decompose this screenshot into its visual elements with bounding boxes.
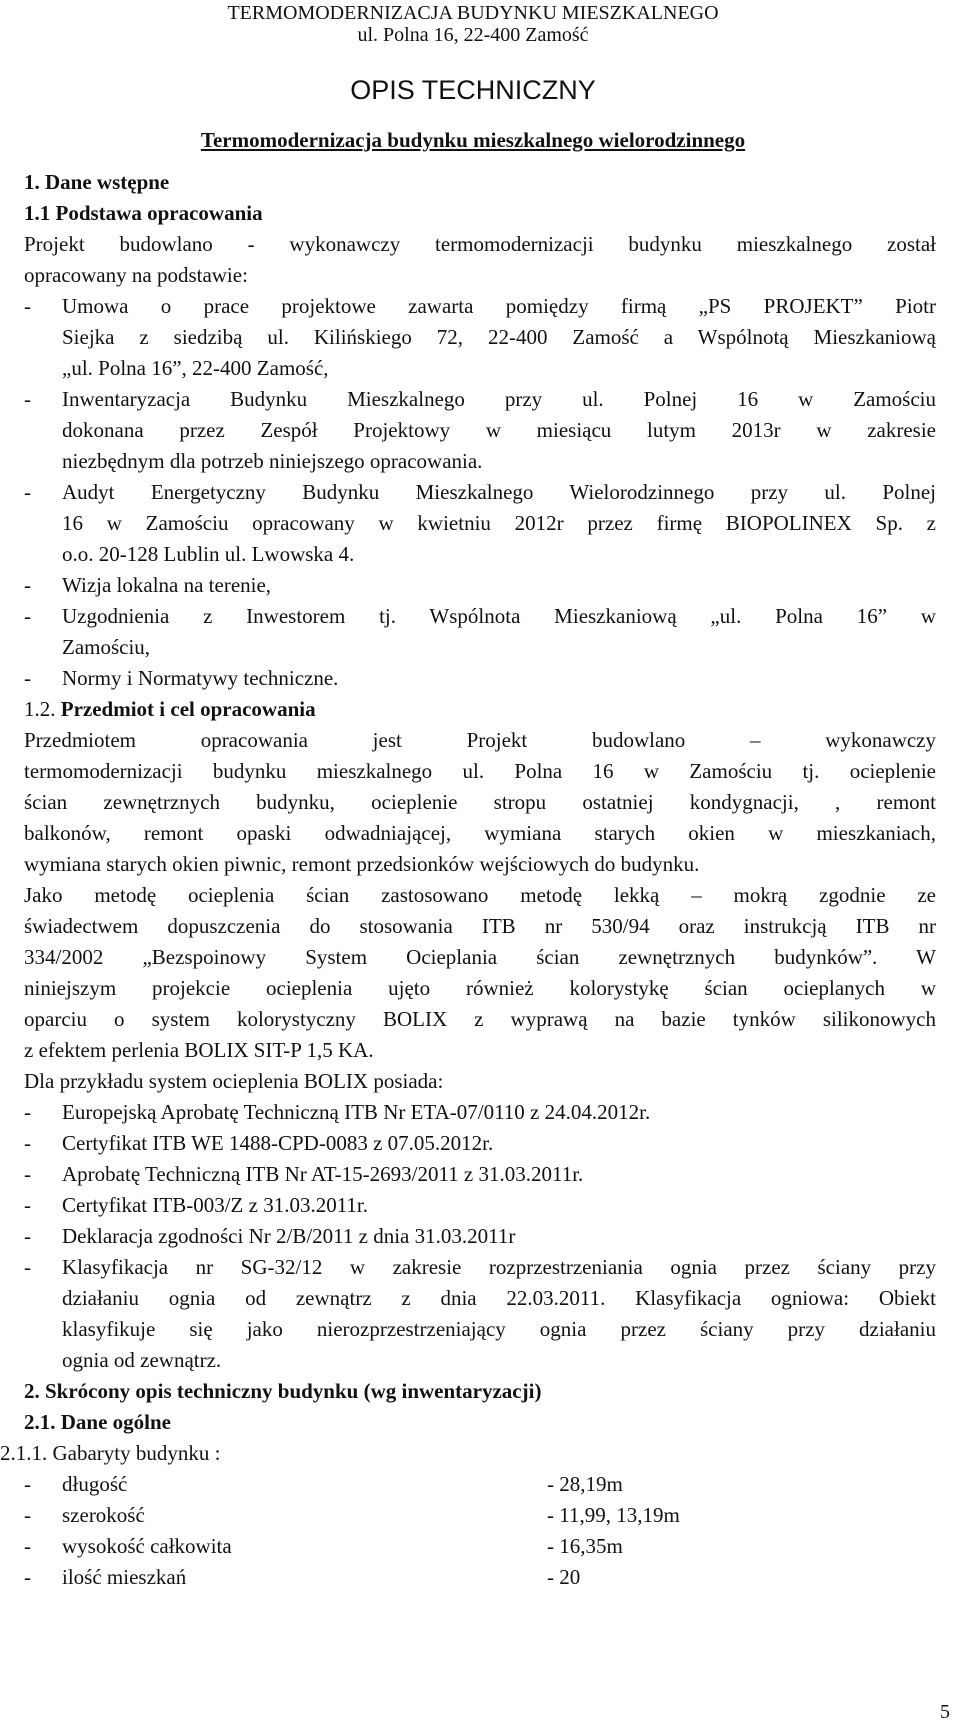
section-1-2-title: Przedmiot i cel opracowania xyxy=(60,697,316,721)
basis-item-dash: - xyxy=(24,294,31,318)
method-line: świadectwem dopuszczenia do stosowania ITB nr 530/94 oraz instrukcją ITB nr xyxy=(24,914,936,938)
dim-name: długość xyxy=(62,1472,128,1496)
basis-item-line: 16 w Zamościu opracowany w kwietniu 2012r przez firmę BIOPOLINEX Sp. z xyxy=(62,511,936,535)
basis-item-line: Uzgodnienia z Inwestorem tj. Wspólnota Mieszkaniową „ul. Polna 16” w xyxy=(62,604,936,628)
section-2-1-1-heading xyxy=(0,1440,220,1466)
basis-item-line: Audyt Energetyczny Budynku Mieszkalnego Wielorodzinnego przy ul. Polnej xyxy=(62,480,936,504)
page-number: 5 xyxy=(940,1701,950,1723)
basis-item-dash: - xyxy=(24,573,31,597)
cert-item-line: klasyfikuje się jako nierozprzestrzeniający ognia przez ściany przy działaniu xyxy=(62,1317,936,1341)
section-2-heading: 2. Skrócony opis techniczny budynku (wg inwentaryzacji) xyxy=(24,1379,542,1403)
section-1-heading: 1. Dane wstępne xyxy=(24,170,170,194)
purpose-line: ścian zewnętrznych budynku, ocieplenie stropu ostatniej kondygnacji, , remont xyxy=(24,790,936,814)
basis-item-line: o.o. 20-128 Lublin ul. Lwowska 4. xyxy=(62,542,355,566)
cert-item-dash: - xyxy=(24,1255,31,1279)
cert-item-line: Europejską Aprobatę Techniczną ITB Nr ETA-07/0110 z 24.04.2012r. xyxy=(62,1100,651,1124)
purpose-line: wymiana starych okien piwnic, remont przedsionków wejściowych do budynku. xyxy=(24,852,700,876)
basis-item-line: dokonana przez Zespół Projektowy w miesiącu lutym 2013r w zakresie xyxy=(62,418,936,442)
cert-item-line: ognia od zewnątrz. xyxy=(62,1348,222,1372)
basis-item-line: niezbędnym dla potrzeb niniejszego opracowania. xyxy=(62,449,483,473)
cert-item-dash: - xyxy=(24,1100,31,1124)
section-2-1-heading: 2.1. Dane ogólne xyxy=(24,1410,171,1434)
doc-header-line1: TERMOMODERNIZACJA BUDYNKU MIESZKALNEGO xyxy=(227,2,719,24)
cert-item-line: działaniu ognia od zewnątrz z dnia 22.03.2011. Klasyfikacja ogniowa: Obiekt xyxy=(62,1286,936,1310)
cert-item-line: Deklaracja zgodności Nr 2/B/2011 z dnia 31.03.2011r xyxy=(62,1224,516,1248)
dim-value: - 16,35m xyxy=(547,1534,623,1558)
dim-item-dash: - xyxy=(24,1503,31,1527)
method-line: 334/2002 „Bezspoinowy System Ocieplania ścian zewnętrznych budynków”. W xyxy=(24,945,936,969)
method-line: Jako metodę ocieplenia ścian zastosowano metodę lekką – mokrą zgodnie ze xyxy=(24,883,936,907)
cert-item-line: Klasyfikacja nr SG-32/12 w zakresie rozprzestrzeniania ognia przez ściany przy xyxy=(62,1255,936,1279)
cert-item-dash: - xyxy=(24,1224,31,1248)
purpose-line: termomodernizacji budynku mieszkalnego ul. Polna 16 w Zamościu tj. ocieplenie xyxy=(24,759,936,783)
dim-name: wysokość całkowita xyxy=(62,1534,232,1558)
basis-item-line: Umowa o prace projektowe zawarta pomiędzy firmą „PS PROJEKT” Piotr xyxy=(62,294,936,318)
method-line: z efektem perlenia BOLIX SIT-P 1,5 KA. xyxy=(24,1038,374,1062)
cert-item-dash: - xyxy=(24,1131,31,1155)
dim-item-dash: - xyxy=(24,1472,31,1496)
cert-item-line: Certyfikat ITB WE 1488-CPD-0083 z 07.05.2012r. xyxy=(62,1131,494,1155)
bolix-intro: Dla przykładu system ocieplenia BOLIX posiada: xyxy=(24,1069,444,1093)
dim-name: szerokość xyxy=(62,1503,145,1527)
basis-item-line: Wizja lokalna na terenie, xyxy=(62,573,272,597)
section-1-1-heading: 1.1 Podstawa opracowania xyxy=(24,201,263,225)
dim-item-dash: - xyxy=(24,1534,31,1558)
purpose-line: balkonów, remont opaski odwadniającej, wymiana starych okien w mieszkaniach, xyxy=(24,821,936,845)
dim-value: - 28,19m xyxy=(547,1472,623,1496)
page-title: OPIS TECHNICZNY xyxy=(350,75,596,105)
dim-name: ilość mieszkań xyxy=(62,1565,187,1589)
basis-item-dash: - xyxy=(24,387,31,411)
method-line: oparciu o system kolorystyczny BOLIX z wyprawą na bazie tynków silikonowych xyxy=(24,1007,936,1031)
cert-item-dash: - xyxy=(24,1193,31,1217)
basis-item-line: Inwentaryzacja Budynku Mieszkalnego przy ul. Polnej 16 w Zamościu xyxy=(62,387,936,411)
doc-header-line2: ul. Polna 16, 22-400 Zamość xyxy=(357,24,589,46)
basis-item-line: Siejka z siedzibą ul. Kilińskiego 72, 22-400 Zamość a Wspólnotą Mieszkaniową xyxy=(62,325,936,349)
cert-item-dash: - xyxy=(24,1162,31,1186)
basis-item-dash: - xyxy=(24,604,31,628)
intro-line: opracowany na podstawie: xyxy=(24,263,248,287)
purpose-line: Przedmiotem opracowania jest Projekt budowlano – wykonawczy xyxy=(24,728,936,752)
cert-item-line: Certyfikat ITB-003/Z z 31.03.2011r. xyxy=(62,1193,368,1217)
basis-item-line: Zamościu, xyxy=(62,635,151,659)
intro-line: Projekt budowlano - wykonawczy termomodernizacji budynku mieszkalnego został xyxy=(24,232,936,256)
dim-value: - 20 xyxy=(547,1565,581,1589)
section-2-1-1-title: Gabaryty budynku : xyxy=(52,1441,221,1465)
section-1-2-heading xyxy=(24,696,316,722)
basis-item-dash: - xyxy=(24,480,31,504)
basis-item-line: Normy i Normatywy techniczne. xyxy=(62,666,339,690)
page-subtitle: Termomodernizacja budynku mieszkalnego wielorodzinnego xyxy=(200,128,746,152)
section-1-2-number: 1.2. xyxy=(24,697,61,721)
method-line: niniejszym projekcie ocieplenia ujęto również kolorystykę ścian ocieplanych w xyxy=(24,976,936,1000)
cert-item-line: Aprobatę Techniczną ITB Nr AT-15-2693/2011 z 31.03.2011r. xyxy=(62,1162,584,1186)
dim-item-dash: - xyxy=(24,1565,31,1589)
basis-item-dash: - xyxy=(24,666,31,690)
section-2-1-1-number: 2.1.1. xyxy=(0,1441,53,1465)
dim-value: - 11,99, 13,19m xyxy=(547,1503,680,1527)
basis-item-line: „ul. Polna 16”, 22-400 Zamość, xyxy=(62,356,329,380)
